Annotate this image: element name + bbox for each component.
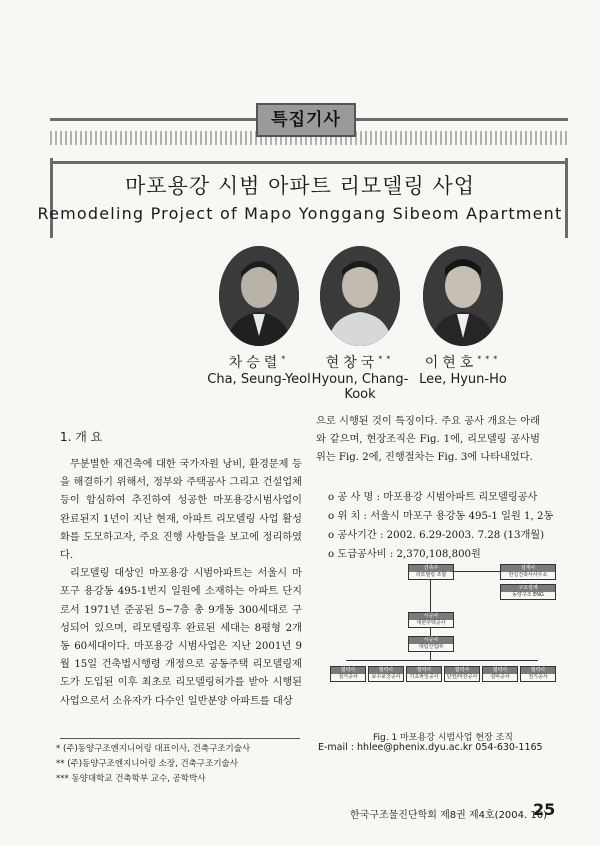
title-english: Remodeling Project of Mapo Yonggang Sibeom Apartment xyxy=(37,204,563,223)
author-1: 차승렬* Cha, Seung-Yeol xyxy=(207,354,311,387)
org-contractor: 시공사 대한주택공사 xyxy=(408,612,454,628)
paragraph-1: 무분별한 재건축에 대한 국가자원 낭비, 환경문제 등을 해결하기 위해서, 정부와 주택공사 그리고 건설업체 등이 합심하여 추진하여 성공한 마포용강시범사업이 완료된지 1년이 지난 현재, 아파트 리모델링 사업 활성화를 도모하고자, 주요 진행 사항들을 보고에 정리하였다. xyxy=(60,459,302,562)
figure-caption: Fig. 1 마포용강 시범사업 현장 조직 xyxy=(373,733,513,743)
org-sub-2: 협력사 보수보강공사 xyxy=(368,666,404,682)
body-left-column xyxy=(60,456,302,711)
footnote: * (주)동양구조엔지니어링 대표이사, 건축구조기술사 xyxy=(56,744,251,754)
org-structure: 구조설계 동양구조 ENG xyxy=(500,584,556,600)
author-photo-1 xyxy=(219,246,299,346)
overview-item: o 위 치 : 서울시 마포구 용강동 495-1 일원 1, 2동 xyxy=(328,511,554,522)
body-right-column xyxy=(316,413,540,468)
project-overview xyxy=(328,488,553,564)
author-2: 현창국** Hyoun, Chang-Kook xyxy=(311,354,409,402)
author-photo-3 xyxy=(423,246,503,346)
overview-item: o 공 사 명 : 마포용강 시범아파트 리모델링공사 xyxy=(328,492,538,503)
overview-item: o 공사기간 : 2002. 6.29-2003. 7.28 (13개월) xyxy=(328,530,545,541)
overview-item: o 도급공사비 : 2,370,108,800원 xyxy=(328,549,481,560)
footnote: *** 동양대학교 건축학부 교수, 공학박사 xyxy=(56,774,206,784)
title-korean: 마포용강 시범 아파트 리모델링 사업 xyxy=(125,174,475,198)
section-heading: 1. 개 요 xyxy=(60,430,103,444)
org-designer: 설계사 한길건축사사무소 xyxy=(500,564,556,580)
author-3: 이현호*** Lee, Hyun-Ho xyxy=(419,354,507,387)
page-number: 25 xyxy=(533,800,556,819)
footnote-rule xyxy=(60,738,300,739)
org-chart xyxy=(330,560,556,732)
paragraph-2: 리모델링 대상인 마포용강 시범아파트는 서울시 마포구 용강동 495-1번지 일원에 소재하는 아파트 단지로서 1971년 준공된 5~7층 총 9개동 300세대로 구성되어 있으며, 리모델링후 완료된 세대는 8평형 2개동 60세대이다. 마포용강 시범사업은 지난 2001년 9월 15일 건축법시행령 개정으로 공동주택 리모델링제도가 도입된 이후 최초로 리모델링허가를 받아 시행된 사업으로서 소유자가 다수인 일반분양 아파트를 대상 xyxy=(60,568,302,707)
contact-email[interactable]: E-mail : hhlee@phenix.dyu.ac.kr 054-630-1165 xyxy=(318,742,543,753)
org-sub-5: 협력사 설비공사 xyxy=(482,666,518,682)
footnote: ** (주)동양구조엔지니어링 소장, 건축구조기술사 xyxy=(56,759,238,769)
org-site: 시공사 대림산업㈜ xyxy=(408,636,454,652)
org-client: 건축주 리모델링 조합 xyxy=(408,564,454,580)
feature-tag: 특집기사 xyxy=(256,103,356,137)
org-sub-3: 협력사 기초파일공사 xyxy=(406,666,442,682)
paragraph-3: 으로 시행된 것이 특징이다. 주요 공사 개요는 아래와 같으며, 현장조직은 Fig. 1에, 리모델링 공사범위는 Fig. 2에, 진행절차는 Fig. 3에 나타내었다. xyxy=(316,416,540,464)
author-photo-2 xyxy=(320,246,400,346)
org-sub-4: 협력사 단열/마감공사 xyxy=(444,666,480,682)
footnotes xyxy=(56,742,250,787)
journal-info: 한국구조물진단학회 제8권 제4호(2004. 10) xyxy=(350,810,547,821)
org-sub-6: 협력사 전기공사 xyxy=(520,666,556,682)
org-sub-1: 협력사 철거공사 xyxy=(330,666,366,682)
